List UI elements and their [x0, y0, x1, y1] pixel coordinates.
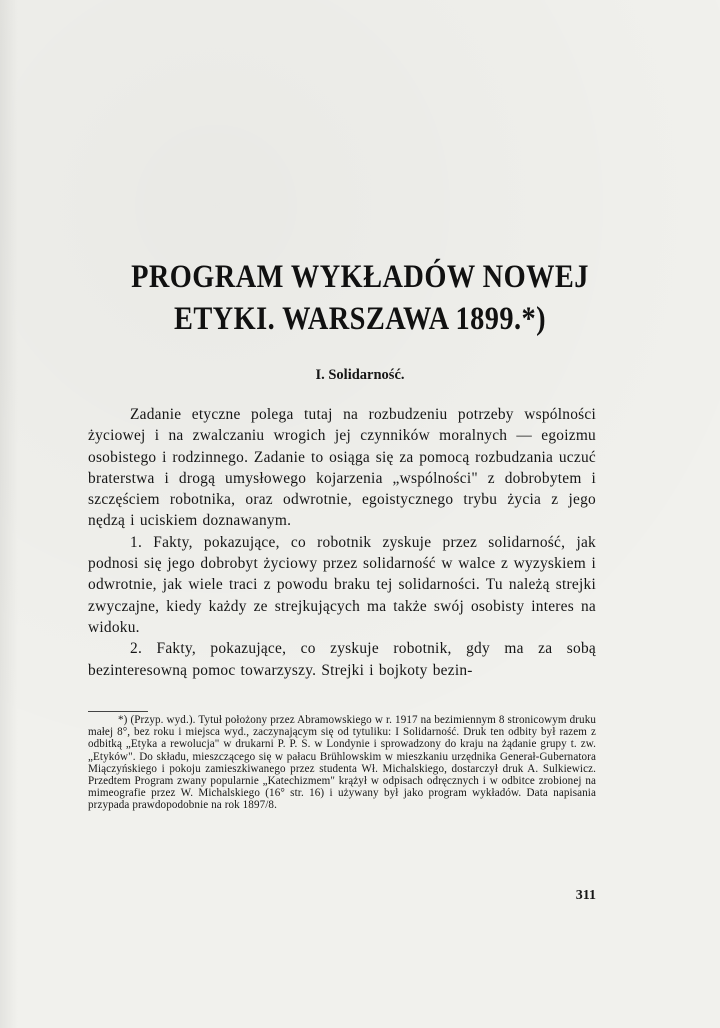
- section-heading: I. Solidarność.: [315, 367, 405, 383]
- footnote: *) (Przyp. wyd.). Tytuł położony przez Abramowskiego w r. 1917 na bezimiennym 8 stronicowym druku małej 8°, bez roku i miejsca wyd., zaczynającym się od tytuliku: I Solidarność. Druk ten odbity był razem z odbitką „Etyka a rewolucja" w drukarni P. P. S. w Londynie i sprowadzony do kraju na żądanie grupy t. zw. „Etyków". Do składu, mieszczącego się w pałacu Brühlowskim w mieszkaniu urzędnika Generał-Gubernatora Miączyńskiego i pokoju zamieszkiwanego przez studenta Wł. Michalskiego, dostarczył druk A. Sulkiewicz. Przedtem Program zwany popularnie „Katechizmem" krążył w odpisach odręcznych i w odbitce zrobionej na mimeografie przez W. Michalskiego (16° str. 16) i używany był jako program wykładów. Data napisania przypada prawdopodobnie na rok 1897/8.: [88, 714, 596, 812]
- title-line-1: PROGRAM WYKŁADÓW NOWEJ: [131, 259, 589, 295]
- page-title: [111, 256, 610, 340]
- title-line-2: ETYKI. WARSZAWA 1899.*): [173, 301, 547, 337]
- footnote-separator: [88, 711, 148, 712]
- paragraph-point-1: 1. Fakty, pokazujące, co robotnik zyskuje przez solidarność, jak podnosi się jego dobrobyt życiowy przez solidarność w walce z wyzyskiem i odwrotnie, jak wiele traci z powodu braku tej solidarności. Tu należą strejki zwyczajne, kiedy każdy ze strejkujących ma także swój osobisty interes na widoku.: [88, 533, 596, 636]
- paragraph-point-2: 2. Fakty, pokazujące, co zyskuje robotnik, gdy ma za sobą bezinteresowną pomoc towarzyszy. Strejki i bojkoty bezin-: [88, 640, 596, 679]
- paragraph-intro: Zadanie etyczne polega tutaj na rozbudzeniu potrzeby wspólności życiowej i na zwalczaniu wrogich jej czynników moralnych — egoizmu osobistego i rodzinnego. Zadanie to osiąga się za pomocą rozbudzania uczuć braterstwa i drogą umysłowego kojarzenia „wspólności" z dobrobytem i szczęściem robotnika, oraz odwrotnie, egoistycznego trybu życia z jego nędzą i uciskiem doznawanym.: [88, 406, 596, 530]
- body-text: [88, 404, 596, 681]
- page-number: 311: [575, 888, 596, 903]
